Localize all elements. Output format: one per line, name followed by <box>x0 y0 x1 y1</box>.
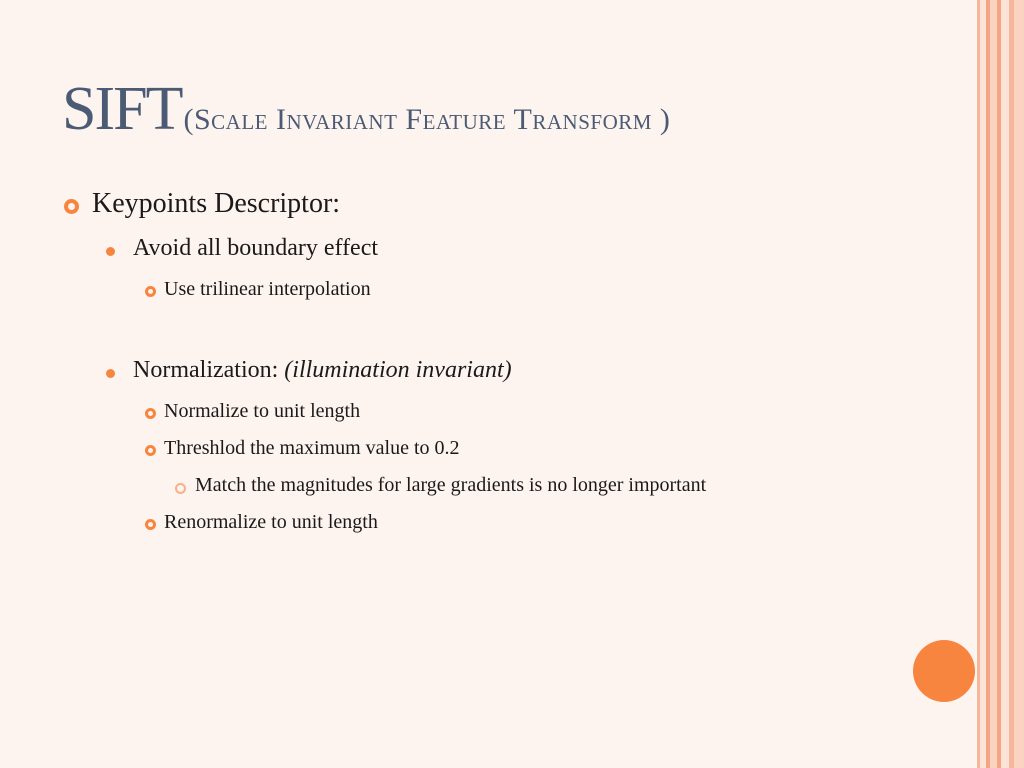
bullet-renormalize: Renormalize to unit length <box>164 511 378 533</box>
dot-bullet-icon <box>106 247 115 256</box>
ring-bullet-icon <box>175 483 186 494</box>
bullet-trilinear: Use trilinear interpolation <box>164 278 371 300</box>
ring-bullet-icon <box>145 286 156 297</box>
bullet-normalization <box>133 357 512 384</box>
ring-bullet-icon <box>145 408 156 419</box>
decorative-stripe <box>1014 0 1024 768</box>
bullet-magnitudes: Match the magnitudes for large gradients is no longer important <box>195 474 707 496</box>
dot-bullet-icon <box>106 369 115 378</box>
normalization-label: Normalization: <box>133 357 279 383</box>
ring-bullet-icon <box>145 445 156 456</box>
bullet-threshold: Threshlod the maximum value to 0.2 <box>164 437 460 459</box>
title-main: SIFT <box>62 75 182 143</box>
decorative-stripe <box>990 0 997 768</box>
ring-bullet-icon <box>145 519 156 530</box>
bullet-keypoints: Keypoints Descriptor: <box>92 188 341 219</box>
decorative-stripe <box>1001 0 1009 768</box>
title-subtitle: (Scale Invariant Feature Transform ) <box>183 103 671 136</box>
normalization-note: (illumination invariant) <box>284 357 512 383</box>
bullet-normalize-unit: Normalize to unit length <box>164 400 361 422</box>
bullet-avoid-boundary: Avoid all boundary effect <box>133 235 379 261</box>
ring-bullet-icon <box>64 199 79 214</box>
